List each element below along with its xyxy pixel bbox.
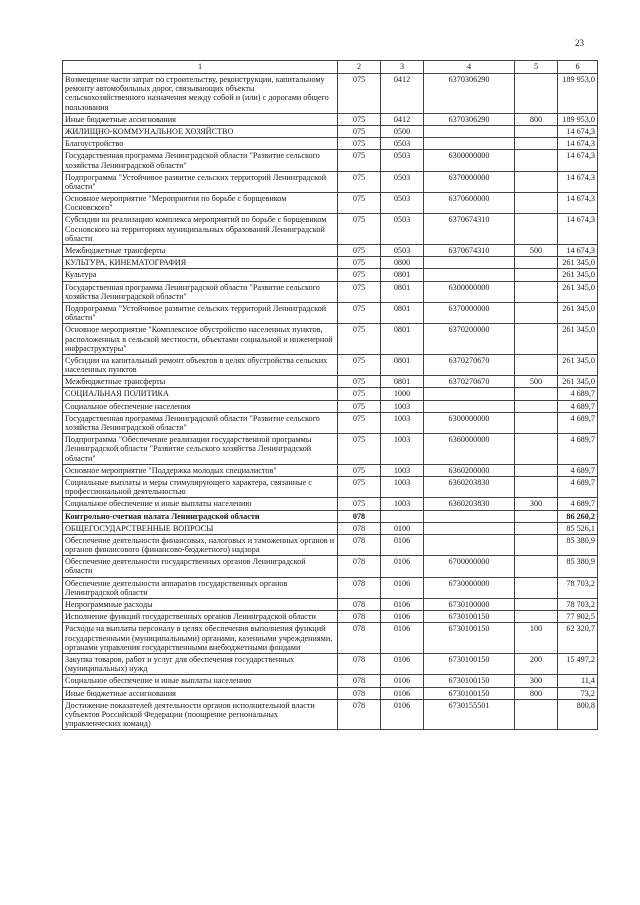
row-gr-cell: 075 [338,498,381,510]
row-sum-cell: 62 320,7 [558,623,598,654]
row-sum-cell: 261 345,0 [558,376,598,388]
header-col-6: 6 [558,61,598,74]
table-row [63,412,598,433]
row-sum-cell: 14 674,3 [558,214,598,245]
table-row [63,434,598,465]
row-vr-cell [515,522,558,534]
row-vr-cell [515,281,558,302]
row-name-cell: Основное мероприятие "Комплексное обустройство населенных пунктов, расположенных в сельской местности, объектами социальной и инженерной инфраструктуры" [63,324,338,355]
row-name-cell: Подпрограмма "Устойчивое развитие сельских территорий Ленинградской области" [63,302,338,323]
row-sum-cell: 4 689,7 [558,476,598,497]
row-name-cell: Социальное обеспечение и иные выплаты населению [63,498,338,510]
table-row [63,214,598,245]
header-col-4: 4 [424,61,515,74]
row-gr-cell: 078 [338,599,381,611]
table-row [63,269,598,281]
row-name-cell: Государственная программа Ленинградской области "Развитие сельского хозяйства Ленинградской области" [63,412,338,433]
row-cs-cell [424,510,515,522]
row-name-cell: Субсидии на капитальный ремонт объектов в целях обустройства сельских населенных пунктов [63,354,338,375]
row-gr-cell: 075 [338,434,381,465]
row-name-cell: Социальные выплаты и меры стимулирующего характера, связанные с профессиональной деятельностью [63,476,338,497]
row-vr-cell [515,388,558,400]
row-name-cell: Государственная программа Ленинградской области "Развитие сельского хозяйства Ленинградской области" [63,150,338,171]
row-sum-cell: 261 345,0 [558,269,598,281]
table-row [63,171,598,192]
row-gr-cell: 075 [338,193,381,214]
row-cs-cell: 6360200000 [424,464,515,476]
row-sum-cell: 189 953,0 [558,113,598,125]
table-row [63,354,598,375]
row-gr-cell: 078 [338,510,381,522]
table-row [63,464,598,476]
row-vr-cell [515,611,558,623]
table-row [63,113,598,125]
row-sum-cell: 85 380,9 [558,556,598,577]
row-sum-cell: 85 380,9 [558,534,598,555]
row-name-cell: Обеспечение деятельности государственных органов Ленинградской области [63,556,338,577]
row-vr-cell [515,302,558,323]
row-name-cell: Возмещение части затрат по строительству, реконструкции, капитальному ремонту автомобильных дорог, связывающих объекты сельскохозяйственного назначения между собой и (или) с дорогами общего пользования [63,74,338,114]
row-sum-cell: 14 674,3 [558,125,598,137]
row-cs-cell [424,534,515,555]
header-col-1: 1 [63,61,338,74]
row-name-cell: Государственная программа Ленинградской области "Развитие сельского хозяйства Ленинградской области" [63,281,338,302]
row-rz-cell: 0412 [381,113,424,125]
row-cs-cell: 6370000000 [424,302,515,323]
row-rz-cell: 1003 [381,434,424,465]
row-cs-cell: 6370270670 [424,376,515,388]
table-row [63,534,598,555]
row-gr-cell: 078 [338,623,381,654]
table-row [63,687,598,699]
row-sum-cell: 261 345,0 [558,324,598,355]
row-cs-cell: 6360203830 [424,498,515,510]
table-row [63,138,598,150]
row-rz-cell [381,510,424,522]
table-row [63,245,598,257]
row-rz-cell: 1003 [381,476,424,497]
header-col-5: 5 [515,61,558,74]
row-rz-cell: 0503 [381,138,424,150]
row-rz-cell: 0503 [381,193,424,214]
row-name-cell: Межбюджетные трансферты [63,376,338,388]
row-name-cell: Подпрограмма "Устойчивое развитие сельских территорий Ленинградской области" [63,171,338,192]
row-vr-cell [515,257,558,269]
table-row [63,522,598,534]
row-vr-cell [515,171,558,192]
row-rz-cell: 0106 [381,699,424,730]
row-sum-cell: 4 689,7 [558,412,598,433]
row-gr-cell: 075 [338,113,381,125]
row-gr-cell: 075 [338,354,381,375]
row-gr-cell: 078 [338,675,381,687]
row-rz-cell: 0503 [381,150,424,171]
row-name-cell: Иные бюджетные ассигнования [63,687,338,699]
row-name-cell: Расходы на выплаты персоналу в целях обеспечения выполнения функций государственными (муниципальными) органами, казенными учреждениями, органами управления государственными внебюджетными фондами [63,623,338,654]
row-sum-cell: 261 345,0 [558,354,598,375]
row-vr-cell [515,150,558,171]
row-name-cell: Социальное обеспечение населения [63,400,338,412]
row-rz-cell: 0106 [381,623,424,654]
table-row [63,125,598,137]
row-vr-cell: 300 [515,675,558,687]
table-row [63,388,598,400]
row-gr-cell: 075 [338,269,381,281]
row-gr-cell: 078 [338,534,381,555]
row-cs-cell: 6360000000 [424,434,515,465]
row-gr-cell: 078 [338,653,381,674]
row-gr-cell: 075 [338,125,381,137]
row-rz-cell: 0801 [381,269,424,281]
row-sum-cell: 14 674,3 [558,171,598,192]
row-name-cell: Контрольно-счетная палата Ленинградской области [63,510,338,522]
row-sum-cell: 86 260,2 [558,510,598,522]
row-gr-cell: 075 [338,214,381,245]
row-sum-cell: 261 345,0 [558,281,598,302]
row-rz-cell: 1003 [381,412,424,433]
row-name-cell: Благоустройство [63,138,338,150]
row-cs-cell: 6370306290 [424,113,515,125]
row-rz-cell: 0801 [381,281,424,302]
row-rz-cell: 0106 [381,534,424,555]
table-row [63,302,598,323]
row-sum-cell: 11,4 [558,675,598,687]
table-row [63,324,598,355]
table-body [63,74,598,730]
row-rz-cell: 0106 [381,577,424,598]
row-name-cell: КУЛЬТУРА, КИНЕМАТОГРАФИЯ [63,257,338,269]
row-cs-cell [424,257,515,269]
row-vr-cell [515,125,558,137]
row-name-cell: Основное мероприятие "Поддержка молодых специалистов" [63,464,338,476]
row-cs-cell [424,138,515,150]
row-cs-cell: 6730100000 [424,599,515,611]
page-number: 23 [575,38,584,48]
row-sum-cell: 77 902,5 [558,611,598,623]
row-name-cell: Субсидии на реализацию комплекса мероприятий по борьбе с борщевиком Сосновского на территориях муниципальных образований Ленинградской области [63,214,338,245]
row-vr-cell [515,510,558,522]
row-vr-cell [515,464,558,476]
row-cs-cell: 6370000000 [424,171,515,192]
row-name-cell: Культура [63,269,338,281]
row-gr-cell: 078 [338,699,381,730]
table-row [63,376,598,388]
row-rz-cell: 1000 [381,388,424,400]
row-cs-cell [424,125,515,137]
row-cs-cell [424,522,515,534]
row-name-cell: Непрограммные расходы [63,599,338,611]
row-sum-cell: 4 689,7 [558,388,598,400]
row-vr-cell: 800 [515,687,558,699]
row-gr-cell: 075 [338,476,381,497]
row-name-cell: Иные бюджетные ассигнования [63,113,338,125]
row-name-cell: Исполнение функций государственных органов Ленинградской области [63,611,338,623]
row-rz-cell: 0801 [381,302,424,323]
row-cs-cell: 6370306290 [424,74,515,114]
row-cs-cell: 6730155501 [424,699,515,730]
row-gr-cell: 075 [338,302,381,323]
row-rz-cell: 0106 [381,675,424,687]
row-sum-cell: 15 497,2 [558,653,598,674]
row-gr-cell: 075 [338,245,381,257]
row-gr-cell: 078 [338,687,381,699]
row-gr-cell: 075 [338,74,381,114]
row-gr-cell: 075 [338,464,381,476]
row-vr-cell [515,556,558,577]
row-sum-cell: 14 674,3 [558,150,598,171]
row-rz-cell: 0106 [381,687,424,699]
row-gr-cell: 075 [338,138,381,150]
row-sum-cell: 261 345,0 [558,302,598,323]
row-cs-cell: 6300000000 [424,150,515,171]
row-sum-cell: 78 703,2 [558,599,598,611]
table-row [63,599,598,611]
row-vr-cell [515,699,558,730]
row-sum-cell: 78 703,2 [558,577,598,598]
table-row [63,699,598,730]
row-gr-cell: 075 [338,376,381,388]
row-rz-cell: 0801 [381,354,424,375]
row-gr-cell: 075 [338,324,381,355]
row-gr-cell: 078 [338,611,381,623]
row-cs-cell: 6730100150 [424,675,515,687]
row-gr-cell: 075 [338,257,381,269]
row-rz-cell: 0503 [381,171,424,192]
header-col-2: 2 [338,61,381,74]
row-vr-cell [515,577,558,598]
row-sum-cell: 189 953,0 [558,74,598,114]
row-sum-cell: 85 526,1 [558,522,598,534]
table-row [63,476,598,497]
row-sum-cell: 14 674,3 [558,193,598,214]
row-vr-cell [515,534,558,555]
row-name-cell: Обеспечение деятельности аппаратов государственных органов Ленинградской области [63,577,338,598]
row-name-cell: Закупка товаров, работ и услуг для обеспечения государственных (муниципальных) нужд [63,653,338,674]
row-gr-cell: 078 [338,556,381,577]
row-name-cell: Подпрограмма "Обеспечение реализации государственной программы Ленинградской области "Развитие сельского хозяйства Ленинградской области" [63,434,338,465]
table-row [63,653,598,674]
row-cs-cell: 6730100150 [424,623,515,654]
row-cs-cell: 6370600000 [424,193,515,214]
row-cs-cell: 6730100150 [424,653,515,674]
row-cs-cell: 6730000000 [424,577,515,598]
row-sum-cell: 4 689,7 [558,464,598,476]
row-gr-cell: 075 [338,388,381,400]
row-rz-cell: 0106 [381,611,424,623]
row-rz-cell: 1003 [381,498,424,510]
row-vr-cell [515,269,558,281]
table-row [63,577,598,598]
row-rz-cell: 0106 [381,556,424,577]
row-sum-cell: 14 674,3 [558,245,598,257]
row-name-cell: Основное мероприятие "Мероприятия по борьбе с борщевиком Сосновского" [63,193,338,214]
row-gr-cell: 078 [338,577,381,598]
header-col-3: 3 [381,61,424,74]
row-vr-cell: 800 [515,113,558,125]
table-row [63,498,598,510]
row-name-cell: Достижение показателей деятельности органов исполнительной власти субъектов Российской Федерации (поощрение региональных управленческих команд) [63,699,338,730]
row-cs-cell: 6370674310 [424,245,515,257]
row-sum-cell: 4 689,7 [558,400,598,412]
row-cs-cell: 6300000000 [424,412,515,433]
table-row [63,611,598,623]
row-gr-cell: 078 [338,522,381,534]
row-cs-cell: 6370270670 [424,354,515,375]
row-cs-cell [424,400,515,412]
table-row [63,675,598,687]
budget-table [62,60,598,730]
row-gr-cell: 075 [338,281,381,302]
table-row [63,556,598,577]
row-sum-cell: 261 345,0 [558,257,598,269]
row-rz-cell: 0800 [381,257,424,269]
row-gr-cell: 075 [338,400,381,412]
row-vr-cell [515,324,558,355]
row-sum-cell: 14 674,3 [558,138,598,150]
table-row [63,193,598,214]
row-cs-cell: 6370674310 [424,214,515,245]
row-cs-cell: 6700000000 [424,556,515,577]
row-sum-cell: 4 689,7 [558,434,598,465]
table-row [63,281,598,302]
row-rz-cell: 0500 [381,125,424,137]
row-name-cell: Обеспечение деятельности финансовых, налоговых и таможенных органов и органов финансового (финансово-бюджетного) надзора [63,534,338,555]
row-vr-cell [515,214,558,245]
row-cs-cell [424,388,515,400]
table-row [63,257,598,269]
row-cs-cell: 6300000000 [424,281,515,302]
row-sum-cell: 73,2 [558,687,598,699]
row-name-cell: ОБЩЕГОСУДАРСТВЕННЫЕ ВОПРОСЫ [63,522,338,534]
row-vr-cell [515,354,558,375]
row-rz-cell: 0503 [381,245,424,257]
row-name-cell: Межбюджетные трансферты [63,245,338,257]
row-vr-cell [515,400,558,412]
row-gr-cell: 075 [338,412,381,433]
row-vr-cell: 500 [515,376,558,388]
row-vr-cell [515,476,558,497]
row-rz-cell: 0801 [381,324,424,355]
row-vr-cell [515,412,558,433]
row-cs-cell: 6730100150 [424,687,515,699]
row-cs-cell [424,269,515,281]
row-name-cell: Социальное обеспечение и иные выплаты населению [63,675,338,687]
row-rz-cell: 0106 [381,653,424,674]
table-row [63,400,598,412]
table-row [63,150,598,171]
row-rz-cell: 0106 [381,599,424,611]
row-name-cell: ЖИЛИЩНО-КОММУНАЛЬНОЕ ХОЗЯЙСТВО [63,125,338,137]
row-cs-cell: 6370200000 [424,324,515,355]
row-gr-cell: 075 [338,171,381,192]
row-rz-cell: 0801 [381,376,424,388]
row-rz-cell: 0100 [381,522,424,534]
row-vr-cell: 300 [515,498,558,510]
row-vr-cell [515,599,558,611]
row-vr-cell [515,138,558,150]
row-vr-cell: 100 [515,623,558,654]
row-vr-cell [515,434,558,465]
row-vr-cell [515,74,558,114]
row-rz-cell: 1003 [381,464,424,476]
row-vr-cell: 500 [515,245,558,257]
row-vr-cell [515,193,558,214]
table-row [63,74,598,114]
row-cs-cell: 6360203830 [424,476,515,497]
row-rz-cell: 0412 [381,74,424,114]
row-sum-cell: 4 689,7 [558,498,598,510]
row-rz-cell: 1003 [381,400,424,412]
table-row [63,623,598,654]
table-row [63,510,598,522]
table-header-row [63,61,598,74]
row-rz-cell: 0503 [381,214,424,245]
row-name-cell: СОЦИАЛЬНАЯ ПОЛИТИКА [63,388,338,400]
row-gr-cell: 075 [338,150,381,171]
row-cs-cell: 6730100150 [424,611,515,623]
row-vr-cell: 200 [515,653,558,674]
row-sum-cell: 800,8 [558,699,598,730]
